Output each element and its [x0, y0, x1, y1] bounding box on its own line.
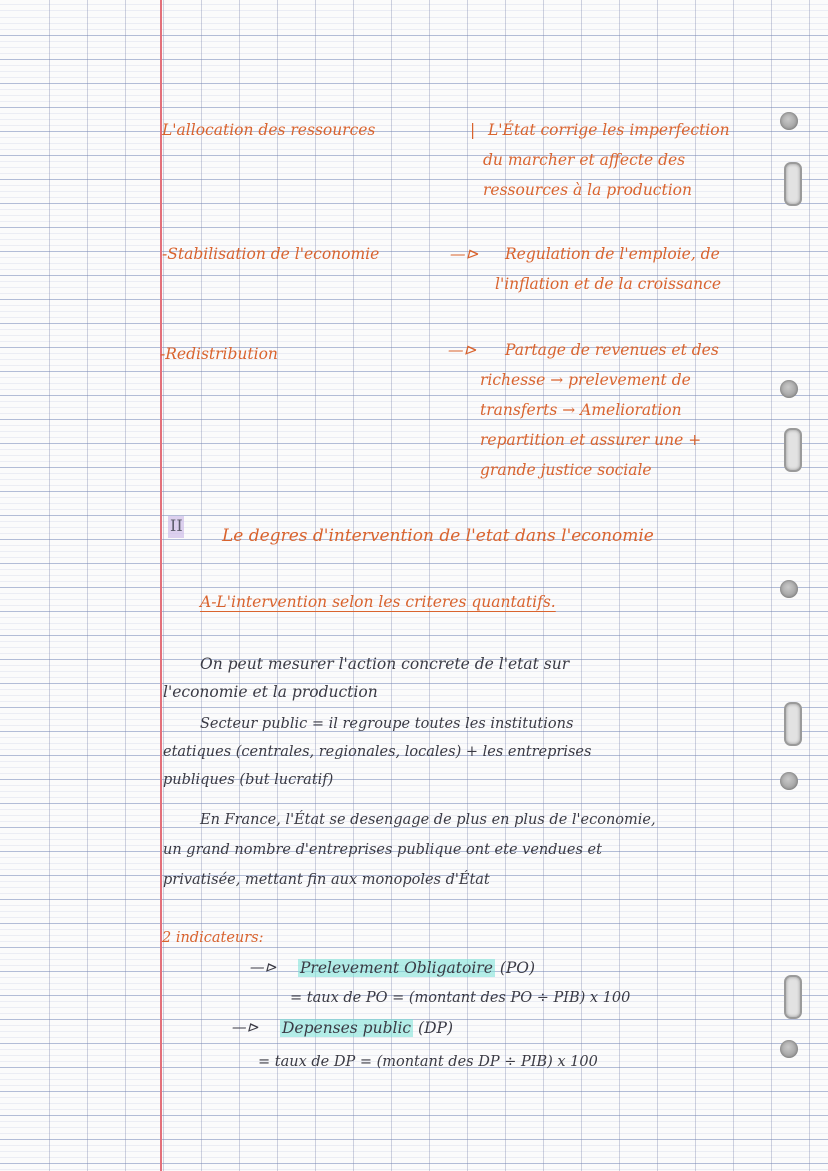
binder-hole — [780, 112, 798, 130]
allocation-desc-2: du marcher et affecte des — [483, 151, 686, 169]
stabilisation-title: -Stabilisation de l'economie — [162, 245, 380, 263]
redistribution-desc-3: transferts → Amelioration — [480, 401, 682, 419]
section-number: II — [170, 516, 183, 535]
paragraph-line: Secteur public = il regroupe toutes les institutions — [200, 716, 574, 732]
binder-hole — [784, 702, 802, 746]
binder-hole — [784, 975, 802, 1019]
arrow-icon: —⊳ — [448, 341, 477, 359]
redistribution-desc-5: grande justice sociale — [480, 461, 652, 479]
binder-hole — [780, 580, 798, 598]
paragraph-line: un grand nombre d'entreprises publique ont ete vendues et — [163, 842, 602, 858]
indicator-po-label — [298, 956, 535, 980]
stabilisation-desc-1: Regulation de l'emploie, de — [505, 245, 720, 263]
stabilisation-desc-2: l'inflation et de la croissance — [495, 275, 722, 293]
paragraph-line: En France, l'État se desengage de plus en plus de l'economie, — [200, 812, 656, 828]
binder-hole — [780, 1040, 798, 1058]
indicator-po-abbr: (PO) — [499, 959, 536, 977]
binder-hole — [784, 428, 802, 472]
indicator-dp-label — [280, 1016, 453, 1040]
paragraph-line: publiques (but lucratif) — [163, 772, 334, 788]
indicator-po-formula: = taux de PO = (montant des PO ÷ PIB) x 100 — [290, 990, 631, 1006]
redistribution-desc-4: repartition et assurer une + — [480, 431, 702, 449]
allocation-title: L'allocation des ressources — [162, 121, 376, 139]
paragraph-line: l'economie et la production — [163, 683, 378, 701]
margin-line — [160, 0, 162, 1171]
binder-hole — [780, 772, 798, 790]
redistribution-desc-1: Partage de revenues et des — [505, 341, 719, 359]
separator-mark: | — [470, 121, 476, 139]
arrow-icon: —⊳ — [450, 245, 479, 263]
redistribution-title: -Redistribution — [160, 345, 278, 363]
section-heading: Le degres d'intervention de l'etat dans l'economie — [222, 526, 654, 546]
indicator-dp-name: Depenses public — [282, 1019, 412, 1037]
section-number-badge — [168, 516, 184, 538]
paragraph-line: privatisée, mettant fin aux monopoles d'État — [163, 872, 490, 888]
binder-hole — [780, 380, 798, 398]
allocation-desc-1: L'État corrige les imperfection — [488, 121, 730, 139]
indicators-title: 2 indicateurs: — [162, 930, 264, 946]
indicator-dp-formula: = taux de DP = (montant des DP ÷ PIB) x 100 — [258, 1054, 598, 1070]
subsection-heading: A-L'intervention selon les criteres quantatifs. — [200, 593, 556, 611]
indicator-dp-abbr: (DP) — [418, 1019, 453, 1037]
arrow-icon: —⊳ — [250, 960, 277, 976]
redistribution-desc-2: richesse → prelevement de — [480, 371, 691, 389]
arrow-icon: —⊳ — [232, 1020, 259, 1036]
paragraph-line: On peut mesurer l'action concrete de l'etat sur — [200, 655, 570, 673]
paragraph-line: etatiques (centrales, regionales, locales) + les entreprises — [163, 744, 592, 760]
allocation-desc-3: ressources à la production — [483, 181, 692, 199]
indicator-po-name: Prelevement Obligatoire — [300, 959, 493, 977]
binder-hole — [784, 162, 802, 206]
